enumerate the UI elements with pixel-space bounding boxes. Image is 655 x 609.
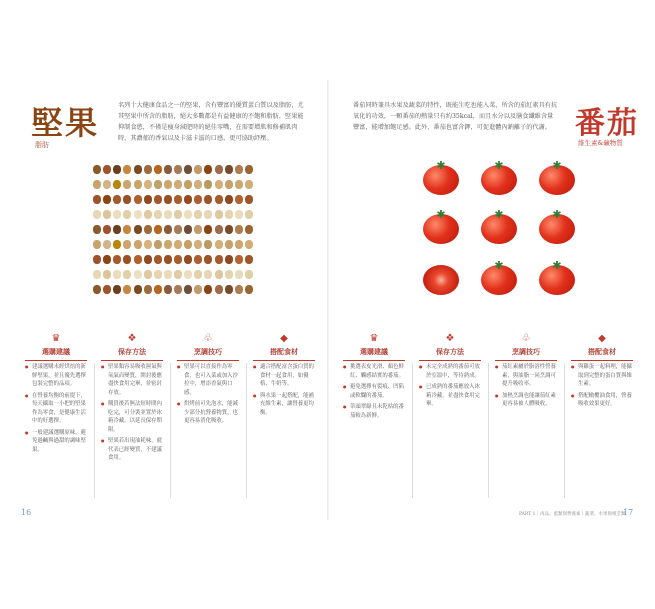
nut-item	[154, 285, 162, 294]
nut-item	[235, 210, 243, 219]
nut-item	[174, 285, 182, 294]
nut-item	[164, 285, 172, 294]
nut-item	[164, 195, 172, 204]
column-text-storage: ● 堅果類容易吸收濕氣與氧氣而變質，開封後應盡快食用完畢，並密封存放。 ● 購買後若無法短時間內吃完，可分裝並置於冰箱冷藏，以延長保存期限。 ● 堅果若出現油耗味，就代表已經變質，不建議食用。	[101, 363, 163, 466]
book-spine	[327, 80, 329, 520]
left-page	[15, 80, 325, 520]
nut-item	[184, 195, 192, 204]
nut-item	[215, 255, 223, 264]
nut-item	[164, 180, 172, 189]
nut-item	[123, 195, 131, 204]
tomato-image: ✱	[481, 165, 517, 195]
nut-row	[93, 180, 253, 190]
nuts-photo	[93, 165, 253, 300]
nut-item	[144, 180, 152, 189]
nut-item	[215, 240, 223, 249]
column-head-buying: ♛ 選購建議	[339, 333, 409, 361]
nut-item	[215, 225, 223, 234]
nut-item	[245, 285, 253, 294]
column-head-cooking: ♧ 烹調技巧	[491, 333, 561, 361]
page-subtitle-tomato: 維生素&礦物質	[578, 139, 623, 147]
nut-item	[174, 165, 182, 174]
column-head-cooking: ♧ 烹調技巧	[173, 333, 243, 361]
nut-item	[245, 225, 253, 234]
nut-item	[123, 225, 131, 234]
nut-item	[103, 165, 111, 174]
page-subtitle-nuts: 脂肪	[35, 141, 49, 149]
nut-item	[204, 180, 212, 189]
tomato-image: ✱	[423, 165, 459, 195]
nut-item	[174, 270, 182, 279]
nut-item	[134, 270, 142, 279]
nut-item	[113, 165, 121, 174]
nut-item	[245, 270, 253, 279]
nut-item	[154, 165, 162, 174]
pairing-icon: ◆	[598, 333, 606, 344]
nut-item	[113, 285, 121, 294]
nut-item	[174, 255, 182, 264]
nut-item	[235, 180, 243, 189]
nut-item	[164, 270, 172, 279]
tomato-cut-image	[423, 265, 459, 295]
crown-icon: ♛	[369, 333, 379, 344]
nut-item	[144, 225, 152, 234]
nut-item	[184, 255, 192, 264]
nut-item	[225, 165, 233, 174]
nut-item	[174, 195, 182, 204]
nut-item	[123, 255, 131, 264]
nut-item	[245, 255, 253, 264]
nut-item	[113, 225, 121, 234]
nut-item	[93, 270, 101, 279]
cooking-icon: ♧	[203, 333, 213, 344]
nut-row	[93, 240, 253, 250]
running-footer: PART 1｜肉品、蛋類與營養素｜蔬菜、水果與根莖類	[519, 512, 626, 517]
nut-item	[245, 240, 253, 249]
nut-item	[103, 210, 111, 219]
nut-item	[184, 180, 192, 189]
nut-item	[215, 210, 223, 219]
nut-row	[93, 165, 253, 175]
nut-item	[103, 255, 111, 264]
nut-item	[154, 240, 162, 249]
nut-item	[103, 270, 111, 279]
nut-item	[134, 285, 142, 294]
nut-item	[93, 225, 101, 234]
nut-item	[225, 285, 233, 294]
cooking-icon: ♧	[521, 333, 531, 344]
nut-item	[215, 285, 223, 294]
column-text-buying: ● 挑選表皮光滑、顏色鮮紅、觸感結實的番茄。 ● 避免選擇有裂痕、凹陷或軟爛的番茄。 ● 蒂頭翠綠且未乾枯的番茄較為新鮮。	[343, 363, 405, 423]
nut-item	[93, 195, 101, 204]
column-head-storage: ❖ 保存方法	[415, 333, 485, 361]
nut-item	[164, 165, 172, 174]
nut-item	[245, 210, 253, 219]
nut-item	[154, 195, 162, 204]
nut-item	[154, 270, 162, 279]
nut-item	[184, 210, 192, 219]
nut-item	[164, 210, 172, 219]
nut-item	[134, 165, 142, 174]
crown-icon: ♛	[51, 333, 61, 344]
nut-row	[93, 225, 253, 235]
nut-item	[204, 270, 212, 279]
nut-item	[144, 270, 152, 279]
nut-item	[134, 180, 142, 189]
nut-item	[235, 285, 243, 294]
nut-item	[225, 255, 233, 264]
page-number: 17	[623, 508, 634, 517]
nut-item	[204, 225, 212, 234]
nut-item	[93, 180, 101, 189]
column-text-cooking: ● 堅果可以直接作為零食，也可入菜或加入沙拉中，增添香氣與口感。 ● 烘烤前可先泡水，能減少部分抗營養物質，也更容易消化吸收。	[177, 363, 239, 429]
nut-item	[184, 165, 192, 174]
nut-item	[103, 195, 111, 204]
nut-item	[174, 240, 182, 249]
nut-item	[225, 180, 233, 189]
nut-item	[194, 165, 202, 174]
column-text-buying: ● 建議選購未經烘焙的新鮮堅果，並且優先選擇包裝完整的品項。 ● 在營養均衡的前提下，每天攝取一小把的堅果作為零食，是健康生活中的好選擇。 ● 一般建議選購原味，避免過鹹與過甜的調味堅果。	[25, 363, 87, 457]
nut-item	[134, 195, 142, 204]
nut-item	[225, 240, 233, 249]
nut-item	[184, 270, 192, 279]
nut-item	[184, 225, 192, 234]
nut-item	[144, 210, 152, 219]
column-text-pairing: ● 適合搭配富含蛋白質的食材一起食用，如優格、牛奶等。 ● 與水果一起搭配，能補充維生素，讓營養更均衡。	[253, 363, 315, 420]
page-number: 16	[21, 508, 32, 517]
nut-item	[245, 180, 253, 189]
nut-item	[93, 255, 101, 264]
nut-item	[184, 285, 192, 294]
column-text-pairing: ● 與雞蛋一起料理，能攝取到完整的蛋白質與維生素。 ● 搭配橄欖油食用，營養吸收效果更好。	[571, 363, 633, 412]
nut-item	[215, 270, 223, 279]
nut-item	[225, 225, 233, 234]
tomato-image: ✱	[539, 214, 575, 244]
nut-item	[235, 270, 243, 279]
nut-item	[144, 195, 152, 204]
nut-item	[204, 255, 212, 264]
nut-item	[204, 285, 212, 294]
nut-item	[194, 180, 202, 189]
nut-row	[93, 255, 253, 265]
nut-item	[164, 225, 172, 234]
nut-item	[204, 165, 212, 174]
nut-item	[123, 180, 131, 189]
right-page	[333, 80, 643, 520]
nut-item	[184, 240, 192, 249]
nut-item	[113, 180, 121, 189]
nut-item	[113, 270, 121, 279]
nut-item	[154, 255, 162, 264]
tomato-image: ✱	[539, 265, 575, 295]
nut-item	[103, 285, 111, 294]
nut-item	[215, 165, 223, 174]
nut-item	[144, 165, 152, 174]
nut-item	[204, 195, 212, 204]
intro-text-tomato: 番茄同時兼具水果及蔬菜的特性，既能生吃也能入菜，所含的茄紅素具有抗氧化的功效，一顆番茄的熱量只有約35kcal，而且水分以及膳食纖維含量豐富，能增加飽足感。此外，番茄也富含鉀，可促進體內鈉離子的代謝。	[353, 102, 558, 131]
nut-item	[123, 270, 131, 279]
tomato-image: ✱	[423, 214, 459, 244]
intro-text-nuts: 名列十大健康食品之一的堅果，含有豐富的優質蛋白質以及脂肪，尤其堅果中所含的脂肪，絕大多數都是有益健康的不飽和脂肪，堅果能抑制食慾，不僅是瘦身減肥時的絕佳零嘴，在需要增肌和修補肌肉時，其濃郁的香氣以及卡滋卡滋的口感，更可協助紓壓。	[118, 102, 304, 142]
nut-item	[123, 210, 131, 219]
nut-item	[215, 195, 223, 204]
nut-row	[93, 195, 253, 205]
nut-item	[103, 180, 111, 189]
nut-item	[235, 225, 243, 234]
tomato-image: ✱	[481, 214, 517, 244]
nut-item	[93, 285, 101, 294]
nut-item	[174, 180, 182, 189]
column-head-storage: ❖ 保存方法	[97, 333, 167, 361]
nut-item	[113, 210, 121, 219]
nut-item	[245, 195, 253, 204]
column-text-storage: ● 未完全成熟的番茄可放於室溫中，等待熟成。 ● 已成熟的番茄應放入冰箱冷藏，並盡快食用完畢。	[419, 363, 481, 412]
nut-item	[225, 210, 233, 219]
nut-item	[134, 240, 142, 249]
nut-row	[93, 210, 253, 220]
nut-item	[235, 240, 243, 249]
nut-row	[93, 270, 253, 280]
pairing-icon: ◆	[280, 333, 288, 344]
nut-item	[164, 255, 172, 264]
nut-item	[123, 285, 131, 294]
nut-item	[144, 285, 152, 294]
nut-item	[194, 210, 202, 219]
tomato-image: ✱	[539, 165, 575, 195]
nut-item	[235, 165, 243, 174]
nut-item	[154, 210, 162, 219]
nut-item	[245, 165, 253, 174]
nut-item	[194, 270, 202, 279]
nut-item	[103, 240, 111, 249]
nut-item	[144, 240, 152, 249]
nut-item	[123, 165, 131, 174]
nut-item	[235, 195, 243, 204]
nut-item	[134, 210, 142, 219]
nut-item	[154, 180, 162, 189]
nut-item	[174, 225, 182, 234]
nut-item	[123, 240, 131, 249]
nut-item	[144, 255, 152, 264]
nut-item	[204, 210, 212, 219]
column-head-pairing: ◆ 搭配食材	[249, 333, 319, 361]
nut-item	[93, 165, 101, 174]
nut-item	[93, 240, 101, 249]
page-title-nuts: 堅果	[31, 104, 100, 142]
nut-item	[134, 255, 142, 264]
storage-icon: ❖	[445, 333, 455, 344]
column-head-buying: ♛ 選購建議	[21, 333, 91, 361]
nut-item	[113, 195, 121, 204]
nut-item	[235, 255, 243, 264]
nut-item	[174, 210, 182, 219]
nut-item	[194, 255, 202, 264]
nut-item	[225, 195, 233, 204]
nut-item	[204, 240, 212, 249]
nut-item	[164, 240, 172, 249]
nut-item	[113, 240, 121, 249]
column-head-pairing: ◆ 搭配食材	[567, 333, 637, 361]
nut-item	[194, 285, 202, 294]
nut-item	[194, 195, 202, 204]
nut-item	[225, 270, 233, 279]
nut-item	[113, 255, 121, 264]
nut-item	[194, 225, 202, 234]
nut-item	[215, 180, 223, 189]
page-title-tomato: 番茄	[575, 106, 639, 141]
nut-item	[194, 240, 202, 249]
nut-item	[134, 225, 142, 234]
storage-icon: ❖	[127, 333, 137, 344]
column-text-cooking: ● 茄紅素屬於脂溶性營養素，與油脂一同烹調可提升吸收率。 ● 加熱烹調也能讓茄紅素更容易被人體吸收。	[495, 363, 557, 412]
nut-item	[154, 225, 162, 234]
tomato-image: ✱	[481, 265, 517, 295]
nut-item	[103, 225, 111, 234]
nut-item	[93, 210, 101, 219]
nut-row	[93, 285, 253, 295]
